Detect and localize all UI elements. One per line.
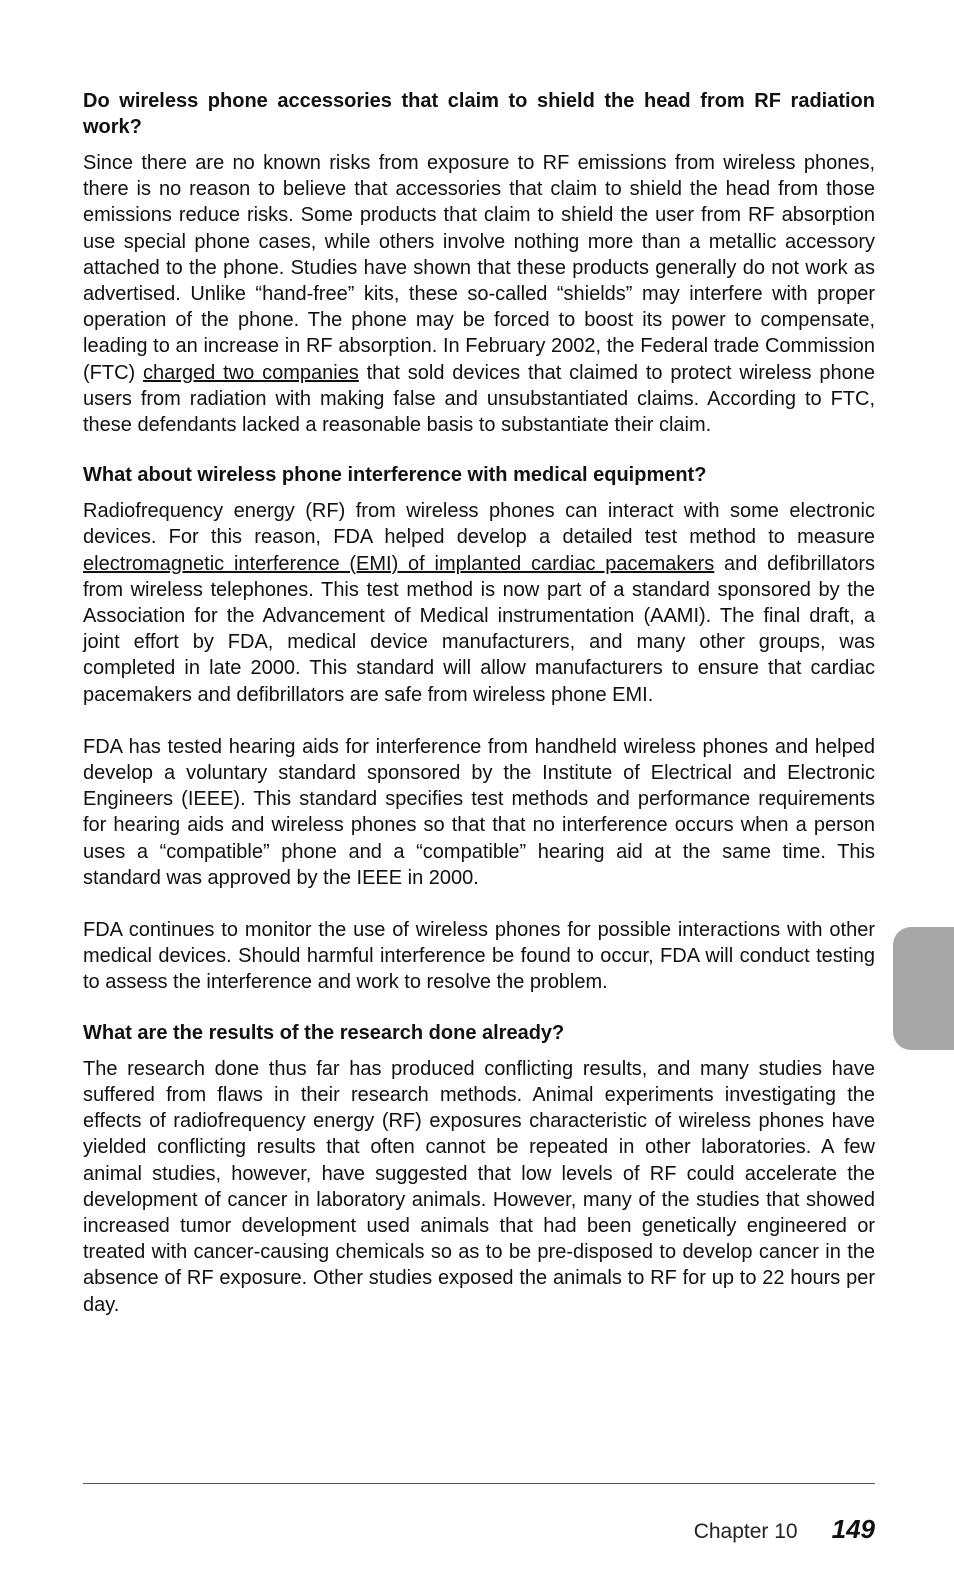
paragraph-shield-accessories	[83, 150, 875, 438]
chapter-thumb-tab	[893, 927, 954, 1050]
footer-divider	[83, 1483, 875, 1484]
link-emi-pacemakers[interactable]: electromagnetic interference (EMI) of implanted cardiac pacemakers	[83, 552, 715, 575]
page-number: 149	[831, 1514, 875, 1544]
section-heading-medical-interference: What about wireless phone interference with medical equipment?	[83, 464, 707, 487]
page-footer	[694, 1514, 875, 1545]
paragraph-research-results: The research done thus far has produced conflicting results, and many studies have suffered from flaws in their research methods. Animal experiments investigating the effects of radiofrequency energy (RF) exposures characteristic of wireless phones have yielded conflicting results that often cannot be repeated in other laboratories. A few animal studies, however, have suggested that low levels of RF could accelerate the development of cancer in laboratory animals. However, many of the studies that showed increased tumor development used animals that had been genetically engineered or treated with cancer-causing chemicals so as to be pre-disposed to develop cancer in the absence of RF exposure. Other studies exposed the animals to RF for up to 22 hours per day.	[83, 1057, 875, 1316]
paragraph-monitoring: FDA continues to monitor the use of wireless phones for possible interactions with other medical devices. Should harmful interference be found to occur, FDA will conduct testing to assess the interference and work to resolve the problem.	[83, 919, 875, 994]
paragraph-text: and defibrillators from wireless telephones. This test method is now part of a standard sponsored by the Association for the Advancement of Medical instrumentation (AAMI). The final draft, a joint effort by FDA, medical device manufacturers, and many other groups, was completed in late 2000. This standard will allow manufacturers to ensure that cardiac pacemakers and defibrillators are safe from wireless phone EMI.	[83, 552, 875, 706]
section-heading-research-results: What are the results of the research done already?	[83, 1021, 565, 1044]
paragraph-hearing-aids: FDA has tested hearing aids for interference from handheld wireless phones and helped develop a voluntary standard sponsored by the Institute of Electrical and Electronic Engineers (IEEE). This standard specifies test methods and performance requirements for hearing aids and wireless phones so that that no interference occurs when a person uses a “compatible” phone and a “compatible” hearing aid at the same time. This standard was approved by the IEEE in 2000.	[83, 735, 875, 889]
section-heading-shield-accessories: Do wireless phone accessories that claim to shield the head from RF radiation work?	[83, 90, 875, 138]
page-body	[83, 88, 875, 1318]
chapter-label: Chapter 10	[693, 1520, 798, 1543]
paragraph-text: Radiofrequency energy (RF) from wireless phones can interact with some electronic devices. For this reason, FDA helped develop a detailed test method to measure	[83, 500, 875, 549]
link-charged-two-companies[interactable]: charged two companies	[143, 361, 359, 384]
paragraph-text: that sold devices that claimed to protect wireless phone users from radiation with making false and unsubstantiated claims. According to FTC, these defendants lacked a reasonable basis to substantiate their claim.	[83, 361, 875, 437]
paragraph-text: Since there are no known risks from exposure to RF emissions from wireless phones, there is no reason to believe that accessories that claim to shield the head from those emissions reduce risks. Some products that claim to shield the user from RF absorption use special phone cases, while others involve nothing more than a metallic accessory attached to the phone. Studies have shown that these products generally do not work as advertised. Unlike “hand-free” kits, these so-called “shields” may interfere with proper operation of the phone. The phone may be forced to boost its power to compensate, leading to an increase in RF absorption. In February 2002, the Federal trade Commission (FTC)	[83, 152, 875, 384]
paragraph-pacemakers	[83, 498, 875, 708]
